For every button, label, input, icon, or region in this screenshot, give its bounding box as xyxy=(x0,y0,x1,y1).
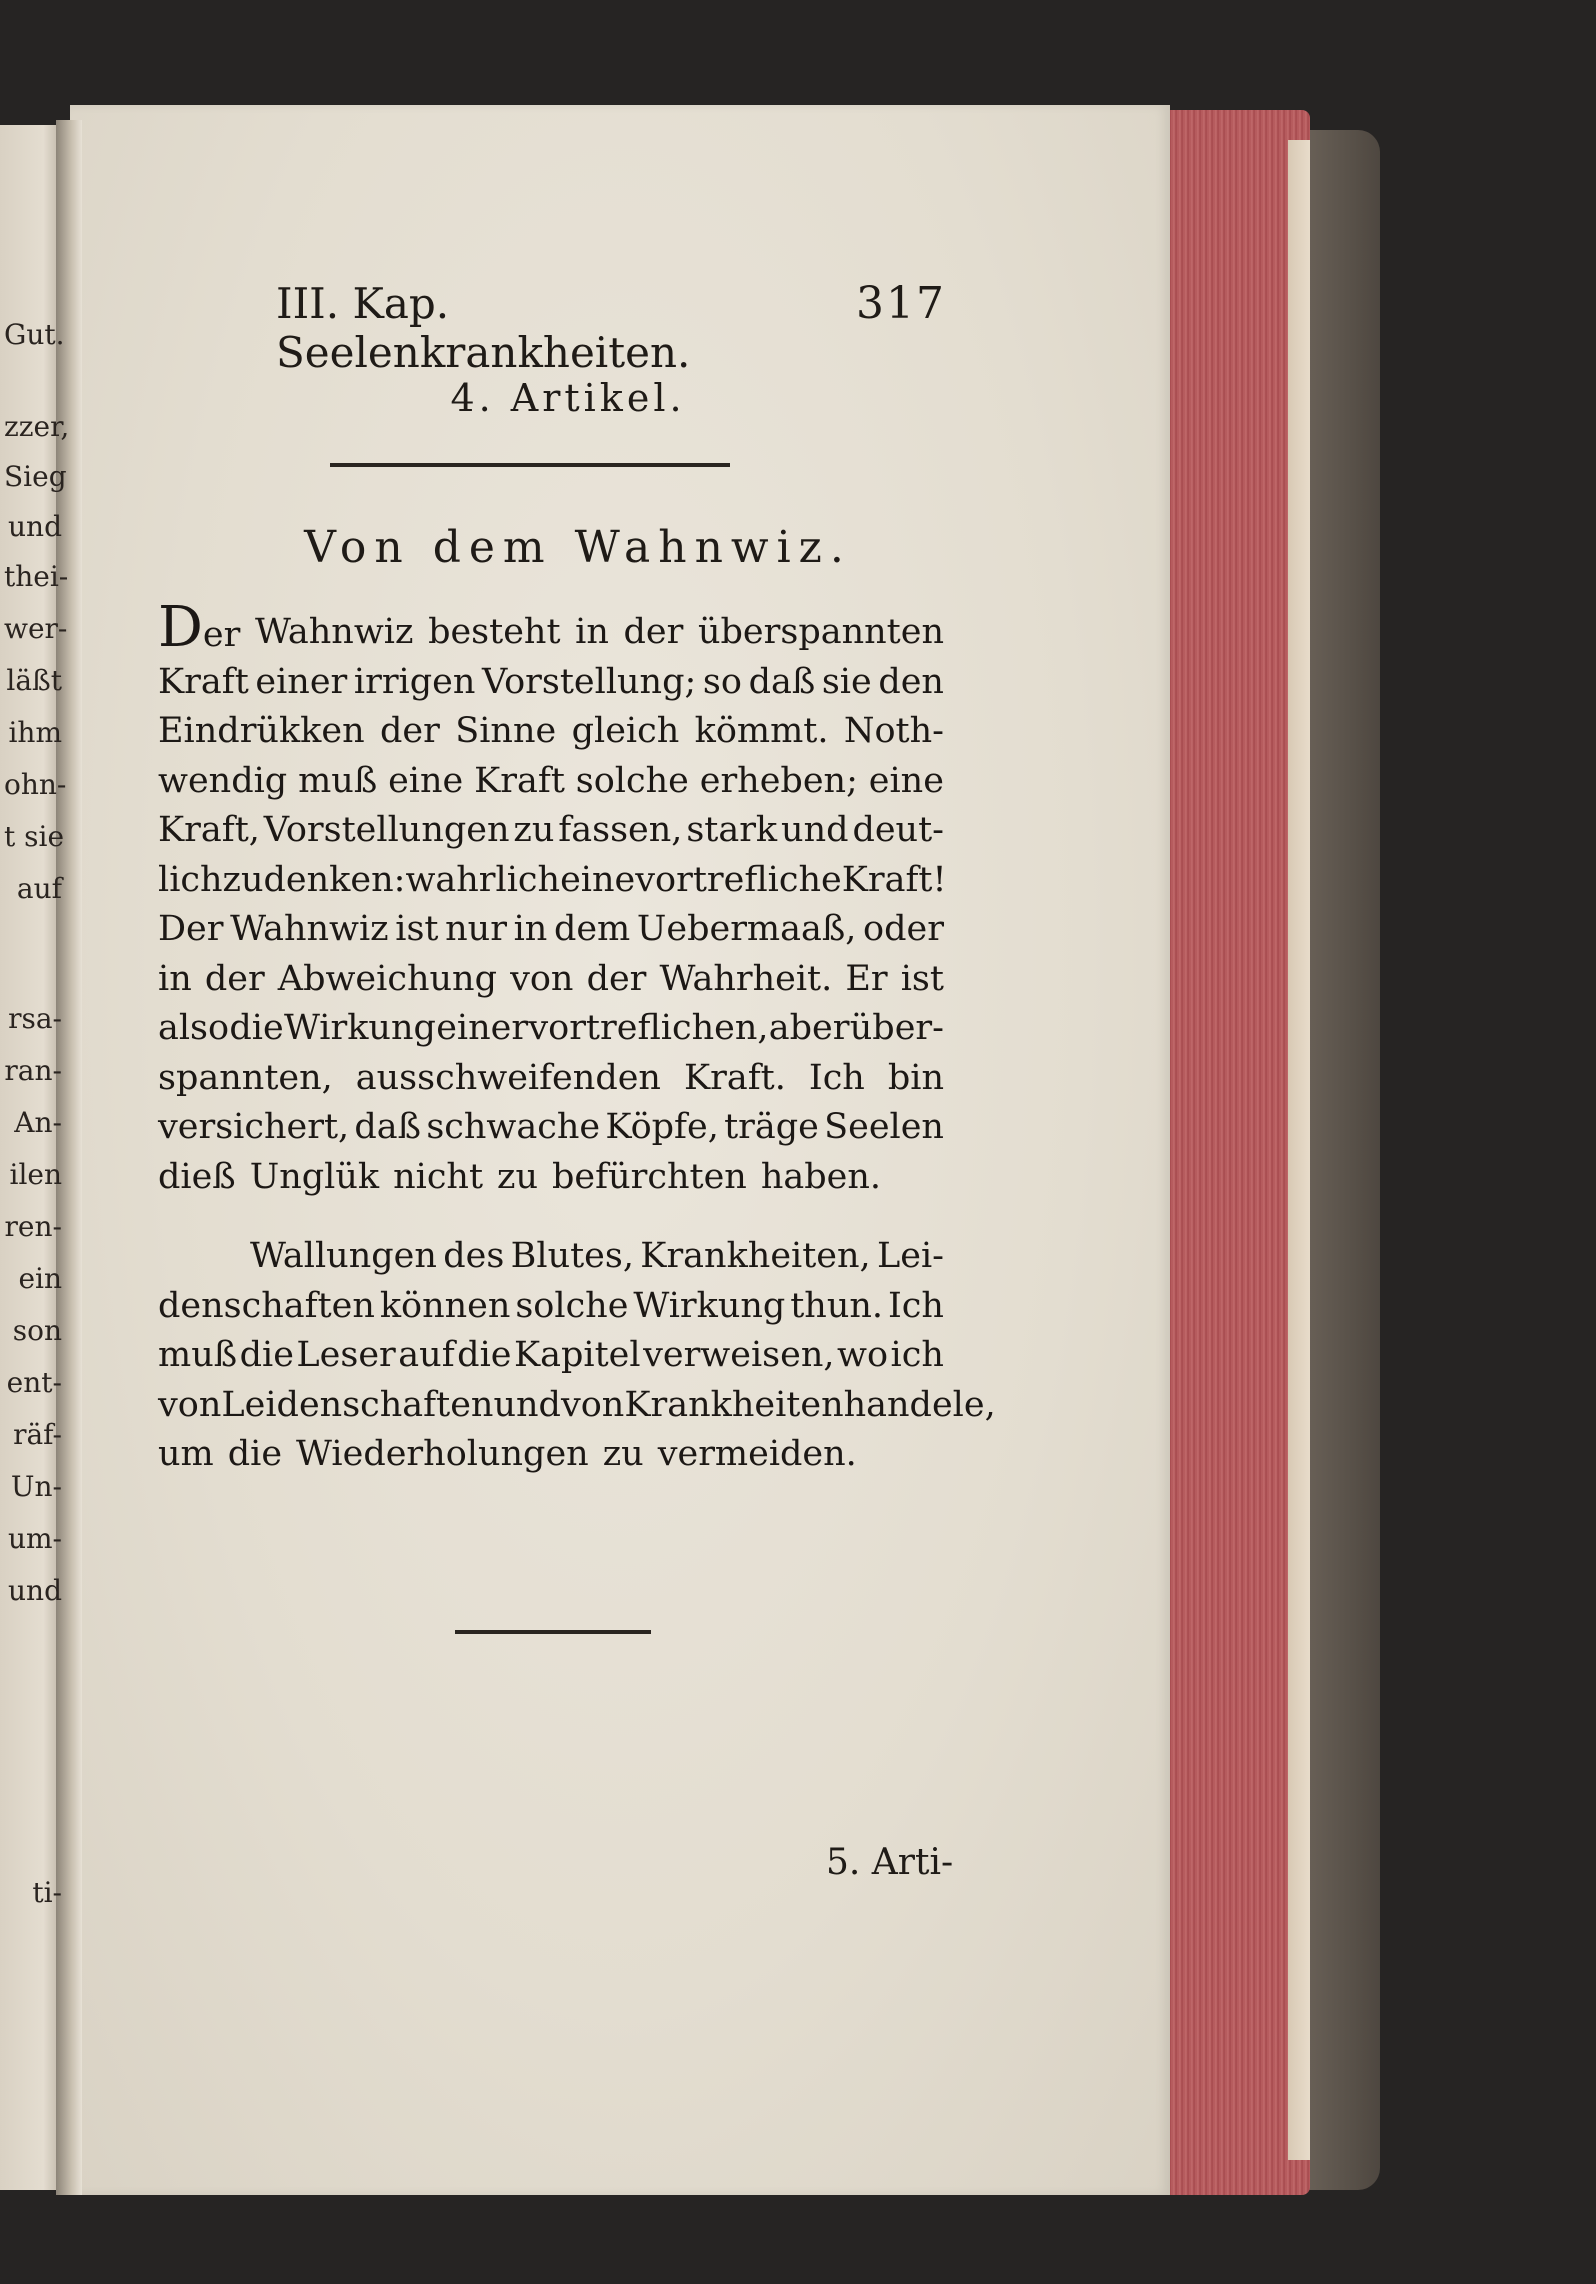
word: denschaften xyxy=(158,1285,375,1326)
word: Kraft xyxy=(158,661,249,702)
text-line xyxy=(158,1103,944,1153)
text-line xyxy=(158,1004,944,1054)
word: erheben; xyxy=(699,760,858,801)
left-fragment: t sie xyxy=(4,820,65,853)
word: Krankheiten xyxy=(624,1384,844,1425)
word: besteht xyxy=(428,612,561,652)
text-line xyxy=(158,658,944,708)
word: und xyxy=(493,1384,561,1425)
word: nur xyxy=(445,909,507,949)
word: Ich xyxy=(887,1285,944,1326)
section-rule xyxy=(330,463,730,467)
word: einer xyxy=(255,661,348,702)
word: Wahnwiz xyxy=(254,612,414,652)
word: Sinne xyxy=(455,711,557,751)
word: in xyxy=(513,909,548,949)
left-fragment: Gut. xyxy=(4,318,65,351)
word: der xyxy=(204,958,265,999)
word: stark xyxy=(686,810,778,850)
word: Wirkung xyxy=(633,1285,786,1326)
text-line xyxy=(158,1331,944,1381)
text-line xyxy=(158,707,944,757)
word: zu xyxy=(497,1156,539,1197)
word: Leser xyxy=(296,1335,396,1375)
word: Noth- xyxy=(843,711,944,751)
word: auf xyxy=(398,1335,455,1375)
left-fragment: ihm xyxy=(8,716,62,749)
left-fragment: auf xyxy=(16,872,62,905)
word: irrigen xyxy=(353,661,476,702)
word: und xyxy=(781,810,849,850)
word: Ich xyxy=(808,1057,865,1098)
word: Wahrheit. xyxy=(659,958,833,999)
word: Wiederholungen xyxy=(296,1434,589,1474)
word: denken: xyxy=(263,859,406,900)
word: daß xyxy=(748,661,816,702)
word: muß xyxy=(298,760,378,801)
word: bin xyxy=(887,1057,944,1098)
word: Kraft, xyxy=(158,810,260,850)
left-fragment: ohn- xyxy=(4,768,67,801)
word: Kraft xyxy=(474,760,565,801)
left-fragment: ran- xyxy=(4,1054,62,1087)
word: der xyxy=(586,958,647,999)
word: eine xyxy=(868,760,944,801)
word: schwache xyxy=(426,1107,601,1147)
left-fragment: um- xyxy=(7,1522,62,1555)
word: vortreflichen, xyxy=(528,1008,769,1048)
text-line xyxy=(158,1153,944,1203)
word: träge xyxy=(724,1107,819,1147)
word: in xyxy=(575,612,609,652)
left-fragment: und xyxy=(8,1574,62,1607)
word: Blutes, xyxy=(510,1236,634,1276)
left-fragment: An- xyxy=(14,1106,62,1139)
word: eine xyxy=(560,859,636,900)
text-line xyxy=(158,595,944,660)
left-fragment: ilen xyxy=(9,1158,62,1191)
word: über- xyxy=(849,1008,944,1048)
word: Wirkung xyxy=(283,1008,436,1048)
word: können xyxy=(379,1285,511,1326)
word: Wallungen xyxy=(250,1236,437,1276)
word: dem xyxy=(553,909,631,949)
word: haben. xyxy=(760,1156,882,1197)
text-line xyxy=(158,955,944,1005)
word: Der xyxy=(158,909,224,949)
left-fragment: thei- xyxy=(4,560,69,593)
word: solche xyxy=(575,760,689,801)
word: Lei- xyxy=(877,1236,944,1276)
word: von xyxy=(158,1384,222,1425)
word: gleich xyxy=(571,711,680,751)
word: der xyxy=(380,711,440,751)
word: des xyxy=(443,1236,505,1276)
word: wo xyxy=(837,1335,889,1375)
word: verweisen, xyxy=(643,1335,835,1375)
article-number: 4. Artikel. xyxy=(450,376,686,420)
left-fragment: zzer, xyxy=(4,410,70,443)
running-header xyxy=(276,278,946,377)
word: Leidenschaften xyxy=(221,1384,494,1425)
paragraph xyxy=(158,595,947,1202)
word: Uebermaaß, xyxy=(636,909,857,949)
word: Er xyxy=(845,958,888,999)
word: Vorstellung; xyxy=(482,661,697,702)
left-fragment: ti- xyxy=(32,1876,62,1909)
word: dieß xyxy=(158,1156,236,1197)
word: befürchten xyxy=(552,1156,747,1197)
word: Kapitel xyxy=(513,1335,641,1375)
word: nicht xyxy=(393,1156,484,1197)
body-text xyxy=(158,595,996,1480)
left-page-bleed-text xyxy=(4,0,70,2284)
word: spannten, xyxy=(158,1057,333,1098)
word: die xyxy=(457,1335,512,1375)
word: muß xyxy=(158,1335,238,1375)
word: Seelen xyxy=(824,1107,944,1147)
word: überspannten xyxy=(697,612,944,652)
word: Wahnwiz xyxy=(230,909,389,949)
word: vortrefliche xyxy=(635,859,842,900)
closing-rule xyxy=(455,1630,651,1634)
word: eine xyxy=(388,760,464,801)
word: oder xyxy=(863,909,944,949)
word: Köpfe, xyxy=(605,1107,719,1147)
left-fragment: Sieg xyxy=(4,460,67,493)
word: wahrlich xyxy=(405,859,561,900)
word: kömmt. xyxy=(694,711,829,751)
word: die xyxy=(229,1008,284,1048)
word: solche xyxy=(515,1285,629,1326)
word: vermeiden. xyxy=(657,1434,857,1474)
word: aber xyxy=(768,1008,850,1048)
word: Abweichung xyxy=(277,958,497,999)
left-fragment: rsa- xyxy=(8,1002,62,1035)
word: zu xyxy=(602,1434,644,1474)
word: die xyxy=(227,1434,283,1474)
word: von xyxy=(510,958,574,999)
word: handele, xyxy=(843,1384,996,1425)
left-fragment: son xyxy=(12,1314,62,1347)
left-fragment: Un- xyxy=(10,1470,62,1503)
header-title: III. Kap. Seelenkrankheiten. xyxy=(276,279,691,377)
text-line xyxy=(158,1430,944,1480)
left-fragment: ein xyxy=(18,1262,62,1295)
word: sie xyxy=(821,661,872,702)
word: also xyxy=(158,1008,230,1048)
word: Eindrükken xyxy=(158,711,365,751)
word: fassen, xyxy=(558,810,683,850)
word: Kraft! xyxy=(841,859,947,900)
word: der xyxy=(623,612,684,652)
word: von xyxy=(560,1384,625,1425)
word: wendig xyxy=(158,760,288,801)
word: in xyxy=(158,958,192,999)
word: Kraft. xyxy=(683,1057,786,1098)
catchword: 5. Arti- xyxy=(826,1842,954,1883)
page-number: 317 xyxy=(856,278,946,329)
left-fragment: wer- xyxy=(4,612,68,645)
text-line xyxy=(158,905,944,955)
word: Krankheiten, xyxy=(640,1236,871,1276)
text-line xyxy=(158,856,947,906)
word: daß xyxy=(354,1107,422,1147)
word: ich xyxy=(890,1335,944,1375)
paragraph xyxy=(158,1232,996,1480)
word: thun. xyxy=(790,1285,884,1326)
word: lich xyxy=(158,859,223,900)
section-title: Von dem Wahnwiz. xyxy=(304,522,852,573)
text-line xyxy=(158,757,944,807)
word: zu xyxy=(513,810,555,850)
word: um xyxy=(158,1434,214,1474)
left-fragment: läßt xyxy=(6,664,62,697)
text-line xyxy=(158,1232,944,1282)
word: einer xyxy=(436,1008,529,1048)
word: versichert, xyxy=(158,1107,350,1147)
word: die xyxy=(239,1335,294,1375)
page-edge-highlight xyxy=(1288,140,1310,2160)
word: deut- xyxy=(852,810,944,850)
word: zu xyxy=(222,859,264,900)
word: so xyxy=(702,661,742,702)
text-line xyxy=(158,1381,996,1431)
left-fragment: und xyxy=(8,510,62,543)
left-fragment: ren- xyxy=(4,1210,62,1243)
word: ist xyxy=(395,909,439,949)
left-fragment: räf- xyxy=(13,1418,62,1451)
text-line xyxy=(158,1054,944,1104)
word: ausschweifenden xyxy=(355,1057,661,1098)
word: Unglük xyxy=(249,1156,380,1197)
text-line xyxy=(158,806,944,856)
word: ist xyxy=(900,958,944,999)
text-line xyxy=(158,1282,944,1332)
left-fragment: ent- xyxy=(6,1366,62,1399)
word: Vorstellungen xyxy=(263,810,510,850)
word: den xyxy=(878,661,944,702)
word: Der xyxy=(158,595,241,660)
